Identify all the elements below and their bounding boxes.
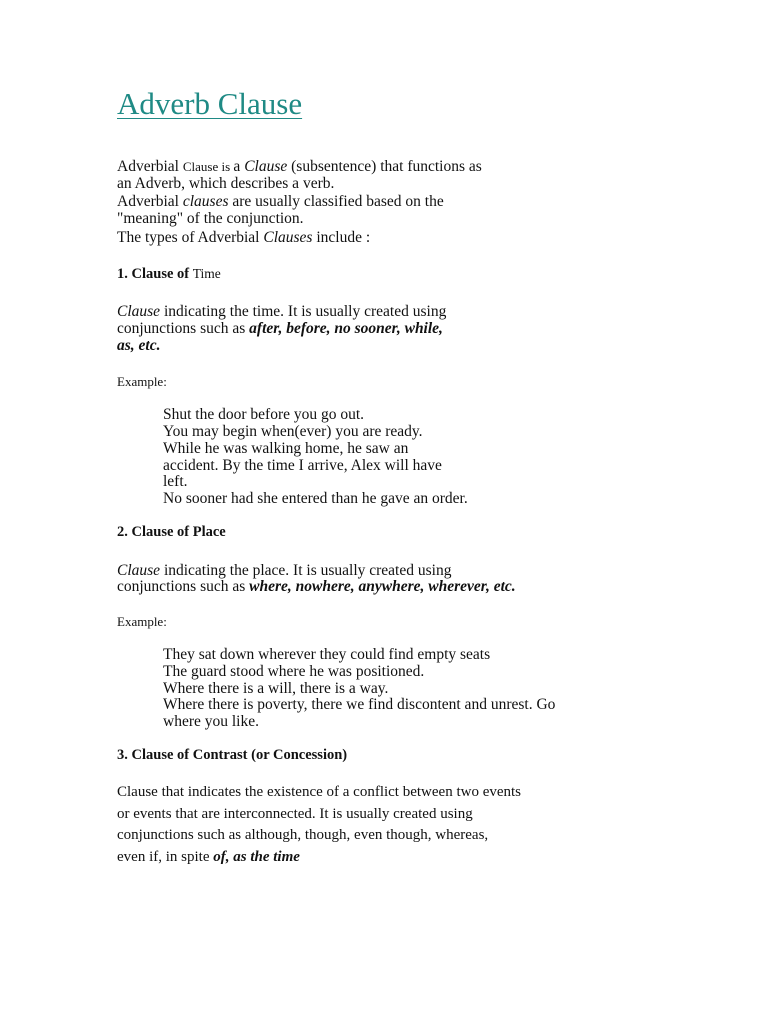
section-1-desc-1 <box>117 303 446 320</box>
section-2-desc-1 <box>117 562 451 579</box>
section-1-example-label: Example: <box>117 374 167 389</box>
intro-term: clauses <box>182 193 229 210</box>
intro-text: Clause is <box>182 159 234 174</box>
section-3-desc-2: or events that are interconnected. It is usually created using <box>117 806 473 822</box>
desc-text: conjunctions such as <box>117 578 250 595</box>
example-line: Shut the door before you go out. <box>163 406 365 423</box>
example-line: While he was walking home, he saw an <box>163 440 409 457</box>
desc-text: even if, in spite <box>117 849 214 865</box>
desc-conjunctions: after, before, no sooner, while, <box>249 320 443 337</box>
desc-term: Clause <box>117 562 161 579</box>
example-line: The guard stood where he was positioned. <box>163 663 425 680</box>
section-1-desc-3: as, etc. <box>117 337 161 354</box>
intro-text: The types of Adverbial <box>117 229 264 246</box>
section-1-heading <box>117 266 221 283</box>
intro-text: include : <box>312 229 371 246</box>
intro-term: Clauses <box>263 229 313 246</box>
desc-term: Clause <box>117 303 161 320</box>
intro-text: a <box>233 158 245 175</box>
intro-text: (subsentence) that functions as <box>287 158 482 175</box>
example-line: accident. By the time I arrive, Alex will have <box>163 457 442 474</box>
example-line: left. <box>163 473 188 490</box>
example-line: No sooner had she entered than he gave an order. <box>163 490 468 507</box>
heading-text: Time <box>192 266 221 281</box>
section-2-example-label: Example: <box>117 614 167 629</box>
section-3-desc-1: Clause that indicates the existence of a conflict between two events <box>117 784 522 800</box>
example-line: where you like. <box>163 713 259 730</box>
heading-text: (or Concession) <box>251 747 348 763</box>
section-1-desc-2 <box>117 320 443 337</box>
desc-conjunctions: of, as the time <box>213 849 300 865</box>
intro-line-5 <box>117 229 370 246</box>
intro-line-3 <box>117 193 444 210</box>
page-title: Adverb Clause <box>117 86 303 121</box>
intro-term: Clause <box>244 158 288 175</box>
desc-conjunctions: where, nowhere, anywhere, wherever, etc. <box>249 578 516 595</box>
desc-text: indicating the time. It is usually created using <box>160 303 447 320</box>
section-3-desc-3: conjunctions such as although, though, even though, whereas, <box>117 827 489 843</box>
intro-text: Adverbial <box>117 158 183 175</box>
section-3-desc-4 <box>117 849 300 866</box>
intro-text: are usually classified based on the <box>228 193 444 210</box>
example-line: They sat down wherever they could find empty seats <box>163 646 491 663</box>
intro-line-4: "meaning" of the conjunction. <box>117 210 304 227</box>
section-3-heading <box>117 747 347 764</box>
section-2-heading: 2. Clause of Place <box>117 524 226 540</box>
heading-text: 1. Clause of <box>117 266 193 282</box>
example-line: Where there is a will, there is a way. <box>163 680 389 697</box>
desc-text: indicating the place. It is usually created using <box>160 562 452 579</box>
example-line: You may begin when(ever) you are ready. <box>163 423 423 440</box>
intro-text: Adverbial <box>117 193 183 210</box>
desc-text: conjunctions such as <box>117 320 250 337</box>
intro-line-1 <box>117 158 482 175</box>
example-line: Where there is poverty, there we find discontent and unrest. Go <box>163 696 556 713</box>
intro-line-2: an Adverb, which describes a verb. <box>117 175 335 192</box>
section-2-desc-2 <box>117 578 516 595</box>
heading-text: 3. Clause of Contrast <box>117 747 252 763</box>
